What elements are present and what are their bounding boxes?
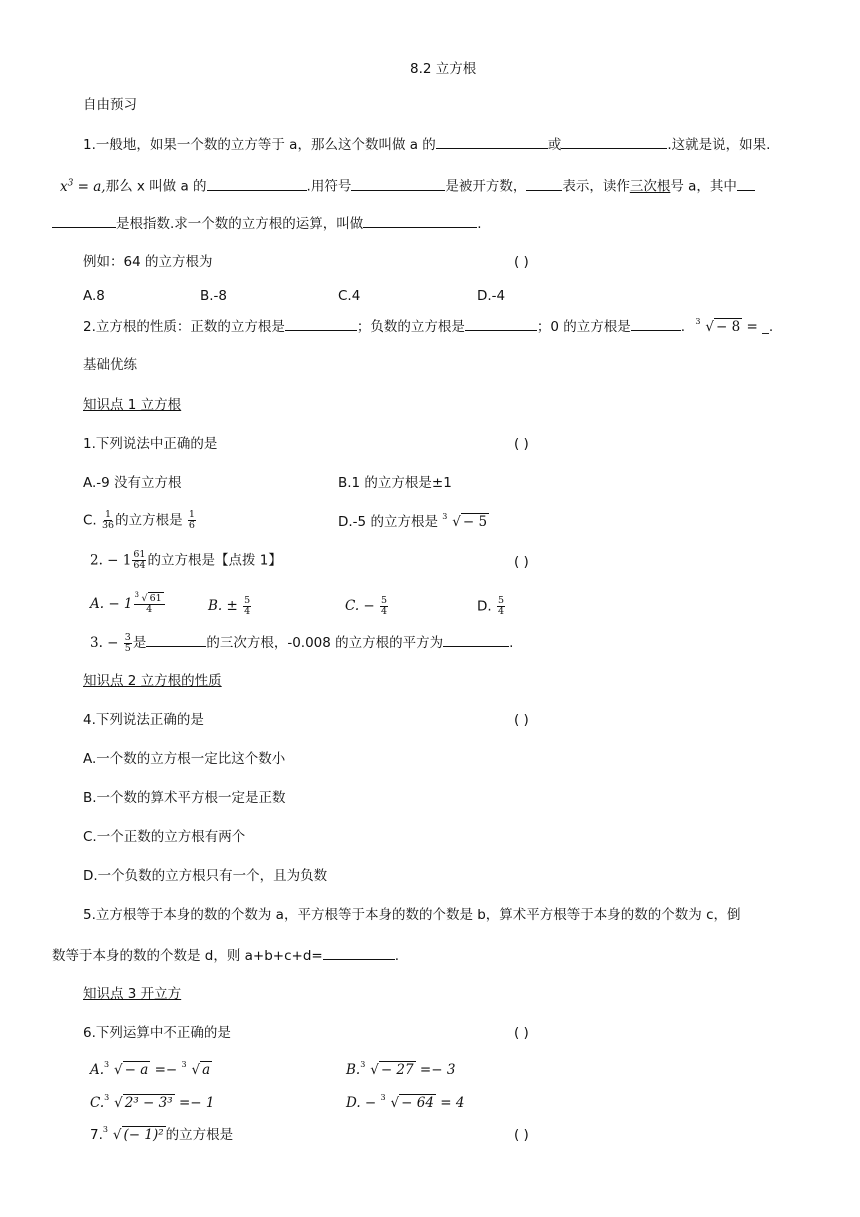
answer-blank[interactable] (323, 945, 395, 960)
cube-root-properties-line (83, 316, 773, 337)
text: 2. − 1 (90, 552, 132, 569)
fraction: $\frac{5}{4}$ (244, 595, 251, 617)
answer-blank[interactable] (363, 213, 477, 228)
text: 7. (90, 1127, 103, 1143)
underlined-text: 三次根 (629, 178, 671, 195)
text: ；负数的立方根是 (356, 319, 465, 335)
text: 数等于本身的数的个数是 d，则 a+b+c+d= (52, 948, 323, 964)
answer-blank[interactable] (443, 632, 509, 647)
q2-option-c[interactable] (345, 596, 389, 617)
q1-option-a[interactable]: A.-9 没有立方根 (83, 475, 182, 491)
question-5-line-1: 5.立方根等于本身的数的个数为 a，平方根等于本身的数的个数是 b，算术平方根等于本身的数的个数为 c，倒 (83, 907, 741, 923)
q2-option-a[interactable] (90, 591, 166, 615)
fraction: $\frac{5}{4}$ (381, 595, 388, 617)
text: 是被开方数， (445, 178, 527, 195)
answer-blank[interactable] (631, 316, 681, 331)
cube-root-expression: 3 √ − 64 (380, 1093, 434, 1111)
text: D.-5 的立方根是 (338, 514, 443, 530)
answer-parentheses[interactable]: ( ) (514, 436, 529, 452)
q1-option-c[interactable] (83, 510, 197, 531)
q6-option-d[interactable]: D. − 3 √ − 64 = 4 (346, 1093, 465, 1111)
cube-root-expression: 3 √ − 5 (442, 512, 488, 530)
example-option-c[interactable]: C.4 (338, 288, 361, 304)
section-heading-preview: 自由预习 (83, 97, 137, 113)
knowledge-point-2-heading: 知识点 2 立方根的性质 (83, 673, 222, 689)
answer-blank[interactable] (52, 213, 116, 228)
text: .用符号 (306, 178, 352, 195)
text: 的三次方根，-0.008 的立方根的平方为 (206, 635, 444, 651)
q4-option-b[interactable]: B.一个数的算术平方根一定是正数 (83, 790, 286, 806)
math-x: $x^3 = a$, (60, 178, 106, 195)
q4-option-c[interactable]: C.一个正数的立方根有两个 (83, 829, 246, 845)
knowledge-point-1-heading: 知识点 1 立方根 (83, 397, 182, 413)
question-3 (90, 632, 513, 654)
cube-root-expression: 3 √ − 8 (695, 317, 741, 335)
answer-blank[interactable] (146, 632, 206, 647)
fraction: $\frac{5}{4}$ (497, 595, 505, 617)
question-5-line-2 (52, 945, 399, 966)
text: . (477, 216, 482, 232)
text: . (680, 319, 686, 335)
text: . (394, 948, 400, 964)
preview-paragraph-line-1 (83, 134, 770, 155)
text: C. − (345, 598, 380, 614)
cube-root-expression: 3 √ (− 1)² (102, 1125, 164, 1143)
q4-option-a[interactable]: A.一个数的立方根一定比这个数小 (83, 751, 286, 767)
fraction: $\frac{1}{36}$ (102, 509, 115, 531)
text: 的立方根是 (115, 512, 187, 529)
text: = (742, 319, 763, 335)
answer-blank[interactable] (561, 134, 667, 149)
fraction: 3 √ 61 4 (134, 594, 165, 615)
text: 或 (547, 137, 562, 153)
text: 的立方根是 (165, 1127, 234, 1143)
text: 1.一般地，如果一个数的立方等于 a，那么这个数叫做 a 的 (83, 137, 436, 153)
question-6: 6.下列运算中不正确的是 (83, 1025, 231, 1041)
answer-blank[interactable] (351, 176, 445, 191)
answer-blank[interactable] (436, 134, 548, 149)
text: 是 (132, 635, 147, 651)
q1-option-d[interactable] (338, 512, 489, 532)
answer-parentheses[interactable]: ( ) (514, 554, 529, 570)
answer-blank[interactable] (465, 316, 537, 331)
fraction: $\frac{1}{6}$ (188, 509, 195, 531)
text: 表示，读作 (562, 178, 630, 195)
cube-root-expression: 3 √ a (181, 1060, 211, 1078)
answer-parentheses[interactable]: ( ) (514, 1127, 529, 1143)
q6-option-c[interactable]: C. 3 √ 2³ − 3³ =− 1 (90, 1093, 215, 1111)
text: A. − 1 (90, 596, 133, 612)
example-question: 例如：64 的立方根为 (83, 254, 213, 270)
answer-parentheses[interactable]: ( ) (514, 1025, 529, 1041)
text: 2.立方根的性质：正数的立方根是 (83, 319, 285, 335)
q6-option-a[interactable]: A. 3 √ − a =− 3 √ a (90, 1060, 211, 1078)
text: . (509, 635, 514, 651)
text: 号 a，其中 (670, 178, 737, 195)
q4-option-d[interactable]: D.一个负数的立方根只有一个，且为负数 (83, 868, 328, 884)
answer-blank[interactable] (285, 316, 357, 331)
cube-root-expression: 3 √ 2³ − 3³ (104, 1093, 173, 1111)
answer-blank[interactable] (526, 176, 562, 191)
q2-option-b[interactable] (208, 596, 252, 617)
page-title: 8.2 立方根 (410, 61, 477, 77)
text: 那么 x 叫做 a 的 (105, 178, 207, 195)
text: ；0 的立方根是 (536, 319, 631, 335)
q1-option-b[interactable]: B.1 的立方根是±1 (338, 475, 452, 491)
answer-blank[interactable]: _. (762, 319, 774, 335)
text: B. ± (208, 598, 243, 614)
fraction: $\frac{3}{5}$ (124, 631, 131, 654)
question-4: 4.下列说法正确的是 (83, 712, 204, 728)
example-option-b[interactable]: B.-8 (200, 288, 228, 304)
question-2 (90, 550, 282, 571)
question-7 (90, 1125, 233, 1145)
text: 的立方根是【点拨 1】 (147, 552, 282, 569)
answer-blank[interactable] (207, 176, 307, 191)
text: .这就是说，如果. (667, 137, 771, 153)
q6-option-b[interactable]: B. 3 √ − 27 =− 3 (346, 1060, 456, 1078)
example-option-a[interactable]: A.8 (83, 288, 105, 304)
q2-option-d[interactable] (477, 596, 506, 617)
example-option-d[interactable]: D.-4 (477, 288, 506, 304)
text: D. (477, 598, 496, 615)
answer-blank[interactable] (737, 176, 755, 191)
question-1: 1.下列说法中正确的是 (83, 436, 218, 452)
fraction: $\frac{61}{64}$ (133, 549, 146, 571)
preview-paragraph-line-3 (52, 213, 482, 234)
answer-parentheses[interactable]: ( ) (514, 712, 529, 728)
text: C. (83, 512, 102, 529)
text: 3. − (90, 635, 123, 651)
knowledge-point-3-heading: 知识点 3 开立方 (83, 986, 182, 1002)
text: 是根指数.求一个数的立方根的运算，叫做 (116, 216, 364, 232)
cube-root-expression: 3 √ − 27 (360, 1060, 414, 1078)
cube-root-expression: 3 √ − a (104, 1060, 149, 1078)
answer-parentheses[interactable]: ( ) (514, 254, 529, 270)
section-heading-basic: 基础优练 (83, 357, 137, 373)
preview-paragraph-line-2 (60, 173, 755, 197)
